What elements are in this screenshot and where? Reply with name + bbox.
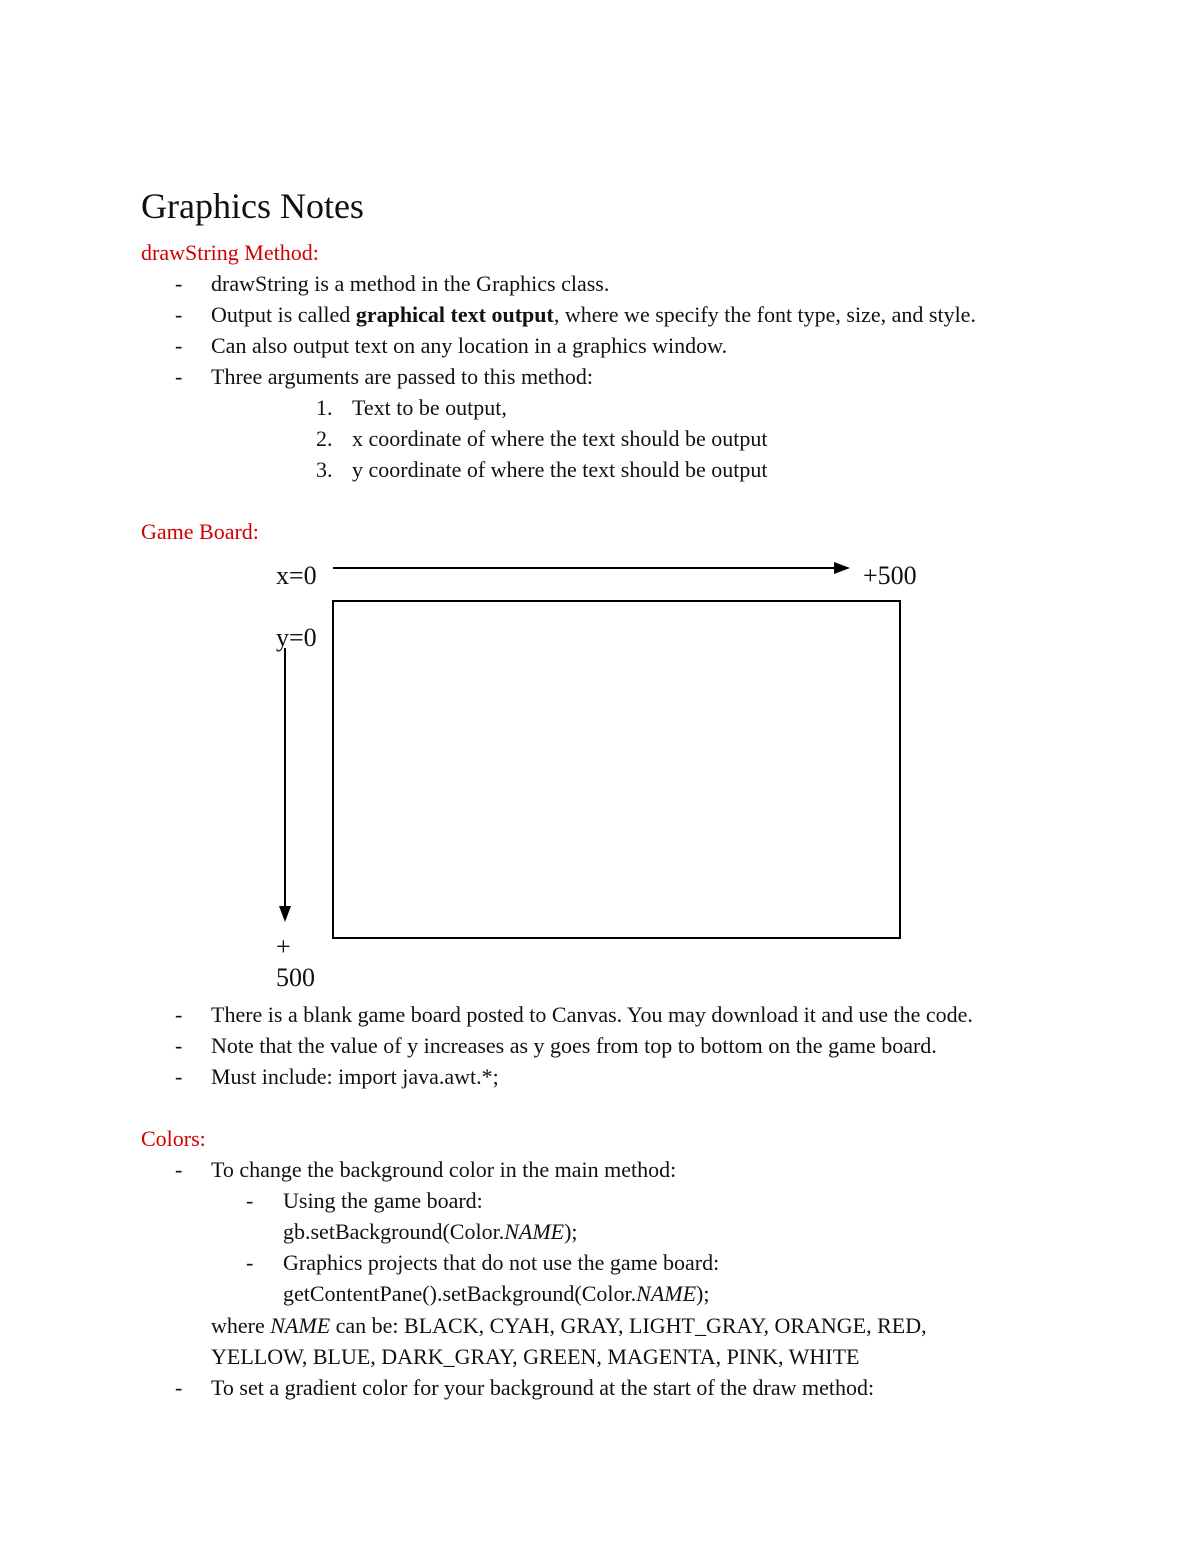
- list-item: y coordinate of where the text should be output: [352, 457, 768, 482]
- section-heading-gameboard: Game Board:: [141, 519, 259, 544]
- code-line: [283, 1221, 578, 1243]
- game-board-rect: [333, 601, 900, 938]
- page-title: Graphics Notes: [141, 186, 364, 226]
- list-item: Text to be output,: [352, 395, 507, 420]
- bullet-dash: -: [175, 333, 183, 358]
- x-end-label: +500: [863, 561, 917, 590]
- bullet-text: There is a blank game board posted to Canvas. You may download it and use the code.: [211, 1002, 973, 1027]
- names-pre: where: [211, 1313, 271, 1338]
- x-start-label: x=0: [276, 561, 317, 590]
- list-item: x coordinate of where the text should be output: [352, 426, 768, 451]
- y-end-value-label: 500: [276, 963, 315, 992]
- bullet-text-bold: graphical text output: [355, 302, 554, 327]
- y-end-sign-label: +: [276, 932, 291, 961]
- code-pre: getContentPane().setBackground(Color.: [283, 1281, 637, 1306]
- color-names-line: [211, 1315, 927, 1337]
- code-pre: gb.setBackground(Color.: [283, 1219, 505, 1244]
- section-heading-colors: Colors:: [141, 1126, 206, 1151]
- bullet-text: Three arguments are passed to this method:: [211, 364, 594, 389]
- bullet-text: Must include: import java.awt.*;: [211, 1064, 499, 1089]
- code-post: );: [564, 1219, 578, 1244]
- bullet-text: To change the background color in the main method:: [211, 1157, 677, 1182]
- bullet-text: Note that the value of y increases as y goes from top to bottom on the game board.: [211, 1033, 937, 1058]
- color-names-line-2: YELLOW, BLUE, DARK_GRAY, GREEN, MAGENTA, PINK, WHITE: [211, 1344, 860, 1369]
- code-italic: NAME: [504, 1219, 565, 1244]
- code-italic: NAME: [636, 1281, 697, 1306]
- bullet-dash: -: [175, 1033, 183, 1058]
- bullet-text: Can also output text on any location in a graphics window.: [211, 333, 728, 358]
- sub-bullet-text: Using the game board:: [283, 1188, 483, 1213]
- bullet-text-post: , where we specify the font type, size, and style.: [553, 302, 976, 327]
- bullet-dash: -: [175, 271, 183, 296]
- bullet-text-pre: Output is called: [211, 302, 356, 327]
- bullet-dash: -: [175, 1375, 183, 1400]
- list-number: 3.: [316, 457, 333, 482]
- x-axis-arrowhead: [834, 562, 850, 574]
- y-axis-arrowhead: [279, 906, 291, 922]
- list-number: 2.: [316, 426, 333, 451]
- bullet-dash: -: [175, 1157, 183, 1182]
- bullet-dash: -: [175, 1064, 183, 1089]
- bullet-dash: -: [175, 364, 183, 389]
- sub-bullet-dash: -: [246, 1250, 254, 1275]
- sub-bullet-text: Graphics projects that do not use the game board:: [283, 1250, 720, 1275]
- bullet-text: To set a gradient color for your background at the start of the draw method:: [211, 1375, 875, 1400]
- sub-bullet-dash: -: [246, 1188, 254, 1213]
- code-line: [283, 1283, 710, 1305]
- list-number: 1.: [316, 395, 333, 420]
- bullet-text: drawString is a method in the Graphics class.: [211, 271, 610, 296]
- section-heading-drawstring: drawString Method:: [141, 240, 319, 265]
- code-post: );: [696, 1281, 710, 1306]
- bullet-dash: -: [175, 1002, 183, 1027]
- names-post: can be: BLACK, CYAH, GRAY, LIGHT_GRAY, ORANGE, RED,: [330, 1313, 927, 1338]
- names-italic: NAME: [270, 1313, 331, 1338]
- y-start-label: y=0: [276, 623, 317, 652]
- bullet-dash: -: [175, 302, 183, 327]
